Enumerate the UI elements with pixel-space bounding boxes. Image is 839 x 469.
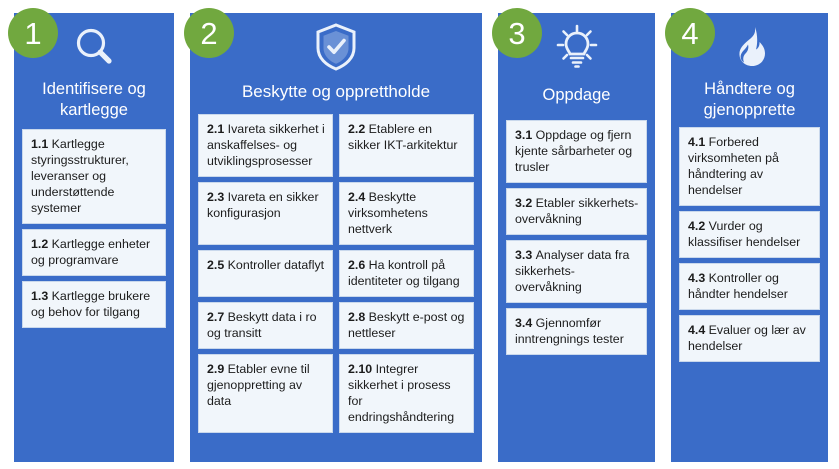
card-item [22, 129, 166, 224]
card-text: Oppdage og fjern kjente sårbarheter og trusler [515, 128, 633, 175]
pillar-title: Identifisere og kartlegge [42, 80, 146, 120]
pillar-number-badge: 3 [492, 8, 542, 58]
card-id: 3.4 [515, 316, 536, 331]
shield-check-icon [190, 19, 482, 75]
card-id: 4.4 [688, 323, 709, 338]
card-item [22, 281, 166, 328]
card-text: Beskytt e-post og nettleser [348, 309, 465, 340]
card-id: 2.2 [348, 121, 369, 136]
card-item [198, 250, 333, 297]
pillar-card-list [498, 120, 655, 363]
card-id: 2.9 [207, 361, 228, 376]
card-text: Etabler sikkerhets-overvåkning [515, 196, 639, 227]
card-id: 3.1 [515, 128, 536, 143]
card-item [198, 354, 333, 433]
card-id: 4.3 [688, 271, 709, 286]
pillar-number-badge: 1 [8, 8, 58, 58]
card-item [679, 263, 820, 310]
card-text: Beskytte virksomhetens nettverk [348, 189, 428, 236]
card-id: 3.3 [515, 248, 536, 263]
card-id: 1.1 [31, 137, 52, 152]
pillar-2 [190, 13, 482, 462]
card-text: Beskytt data i ro og transitt [207, 309, 317, 340]
card-item [22, 229, 166, 276]
card-text: Gjennomfør inntrengnings tester [515, 316, 624, 347]
card-id: 1.3 [31, 289, 52, 304]
card-id: 4.1 [688, 135, 709, 150]
card-id: 2.6 [348, 257, 369, 272]
card-text: Kontroller og håndter hendelser [688, 271, 788, 302]
card-text: Evaluer og lær av hendelser [688, 323, 806, 354]
card-item [339, 114, 474, 177]
card-id: 1.2 [31, 237, 52, 252]
card-id: 2.7 [207, 309, 228, 324]
card-text: Etabler evne til gjenoppretting av data [207, 361, 310, 408]
card-item [339, 182, 474, 245]
card-item [198, 302, 333, 349]
card-text: Kartlegge brukere og behov for tilgang [31, 289, 151, 320]
card-item [339, 250, 474, 297]
card-text: Analyser data fra sikkerhets-overvåkning [515, 248, 630, 295]
card-id: 2.10 [348, 361, 376, 376]
pillar-1 [14, 13, 174, 462]
card-id: 2.1 [207, 121, 228, 136]
card-id: 2.5 [207, 257, 228, 272]
pillar-number-badge: 4 [665, 8, 715, 58]
pillar-card-list [671, 127, 828, 370]
card-text: Kartlegge styringsstrukturer, leveranser og understøttende systemer [31, 137, 129, 216]
card-text: Kontroller dataflyt [227, 257, 325, 272]
card-item [198, 182, 333, 245]
card-id: 2.4 [348, 189, 369, 204]
card-item [506, 240, 647, 303]
card-text: Ivareta en sikker konfigurasjon [207, 189, 319, 220]
card-text: Integrer sikkerhet i prosess for endringshåndtering [348, 361, 455, 424]
card-item [198, 114, 333, 177]
pillar-card-list [14, 129, 174, 336]
pillar-3 [498, 13, 655, 462]
card-text: Ha kontroll på identiteter og tilgang [348, 257, 460, 288]
pillar-card-list [190, 114, 482, 441]
card-id: 3.2 [515, 196, 536, 211]
card-item [679, 127, 820, 206]
card-id: 4.2 [688, 219, 709, 234]
card-text: Kartlegge enheter og programvare [31, 237, 151, 268]
pillar-4 [671, 13, 828, 462]
card-text: Ivareta sikkerhet i anskaffelses- og utviklingsprosesser [207, 121, 325, 168]
card-id: 2.3 [207, 189, 228, 204]
card-item [506, 188, 647, 235]
card-item [506, 120, 647, 183]
card-text: Etablere en sikker IKT-arkitektur [348, 121, 458, 152]
pillar-number-badge: 2 [184, 8, 234, 58]
card-item [679, 315, 820, 362]
pillar-title: Håndtere og gjenopprette [703, 80, 796, 120]
card-item [506, 308, 647, 355]
card-item [679, 211, 820, 258]
card-item [339, 354, 474, 433]
pillar-title: Beskytte og opprettholde [241, 82, 431, 101]
card-id: 2.8 [348, 309, 369, 324]
card-text: Vurder og klassifiser hendelser [688, 219, 801, 250]
card-text: Forbered virksomheten på håndtering av hendelser [688, 135, 779, 198]
pillar-title: Oppdage [542, 86, 611, 104]
card-item [339, 302, 474, 349]
